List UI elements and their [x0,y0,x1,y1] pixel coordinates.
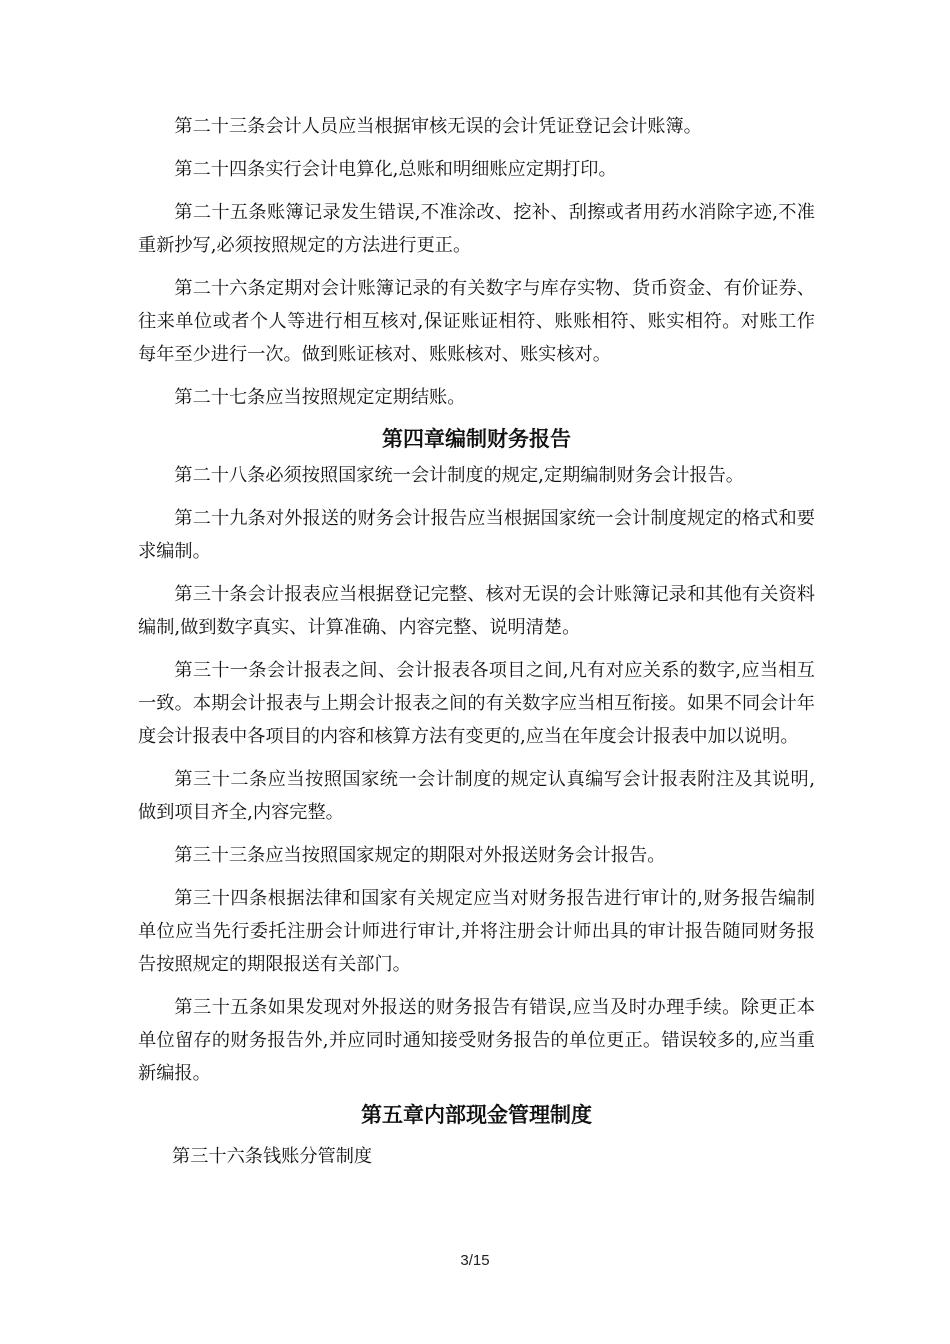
chapter-5-title: 第五章内部现金管理制度 [361,1102,592,1127]
article-31: 第三十一条会计报表之间、会计报表各项目之间,凡有对应关系的数字,应当相互一致。本期会计报表与上期会计报表之间的有关数字应当相互衔接。如果不同会计年度会计报表中各项目的内容和核算方法有变更的,应当在年度会计报表中加以说明。 [138,660,815,747]
article-30: 第三十条会计报表应当根据登记完整、核对无误的会计账簿记录和其他有关资料编制,做到数字真实、计算准确、内容完整、说明清楚。 [138,584,815,638]
article-35: 第三十五条如果发现对外报送的财务报告有错误,应当及时办理手续。除更正本单位留存的财务报告外,并应同时通知接受财务报告的单位更正。错误较多的,应当重新编报。 [138,997,815,1084]
article-25: 第二十五条账簿记录发生错误,不准涂改、挖补、刮擦或者用药水消除字迹,不准重新抄写,必须按照规定的方法进行更正。 [138,202,815,256]
article-34: 第三十四条根据法律和国家有关规定应当对财务报告进行审计的,财务报告编制单位应当先行委托注册会计师进行审计,并将注册会计师出具的审计报告随同财务报告按照规定的期限报送有关部门。 [138,888,815,975]
page-number: 3/15 [460,1252,490,1269]
document-body [138,110,815,1183]
article-27: 第二十七条应当按照规定定期结账。 [174,387,466,408]
article-32: 第三十二条应当按照国家统一会计制度的规定认真编写会计报表附注及其说明,做到项目齐全,内容完整。 [138,769,815,823]
article-36: 第三十六条钱账分管制度 [172,1146,373,1167]
article-28: 第二十八条必须按照国家统一会计制度的规定,定期编制财务会计报告。 [174,465,744,486]
article-23: 第二十三条会计人员应当根据审核无误的会计凭证登记会计账簿。 [174,116,702,137]
chapter-4-title: 第四章编制财务报告 [382,426,571,451]
article-26: 第二十六条定期对会计账簿记录的有关数字与库存实物、货币资金、有价证券、往来单位或者个人等进行相互核对,保证账证相符、账账相符、账实相符。对账工作每年至少进行一次。做到账证核对、账账核对、账实核对。 [138,278,815,365]
article-33: 第三十三条应当按照国家规定的期限对外报送财务会计报告。 [174,845,666,866]
article-29: 第二十九条对外报送的财务会计报告应当根据国家统一会计制度规定的格式和要求编制。 [138,508,815,562]
article-24: 第二十四条实行会计电算化,总账和明细账应定期打印。 [174,159,617,180]
